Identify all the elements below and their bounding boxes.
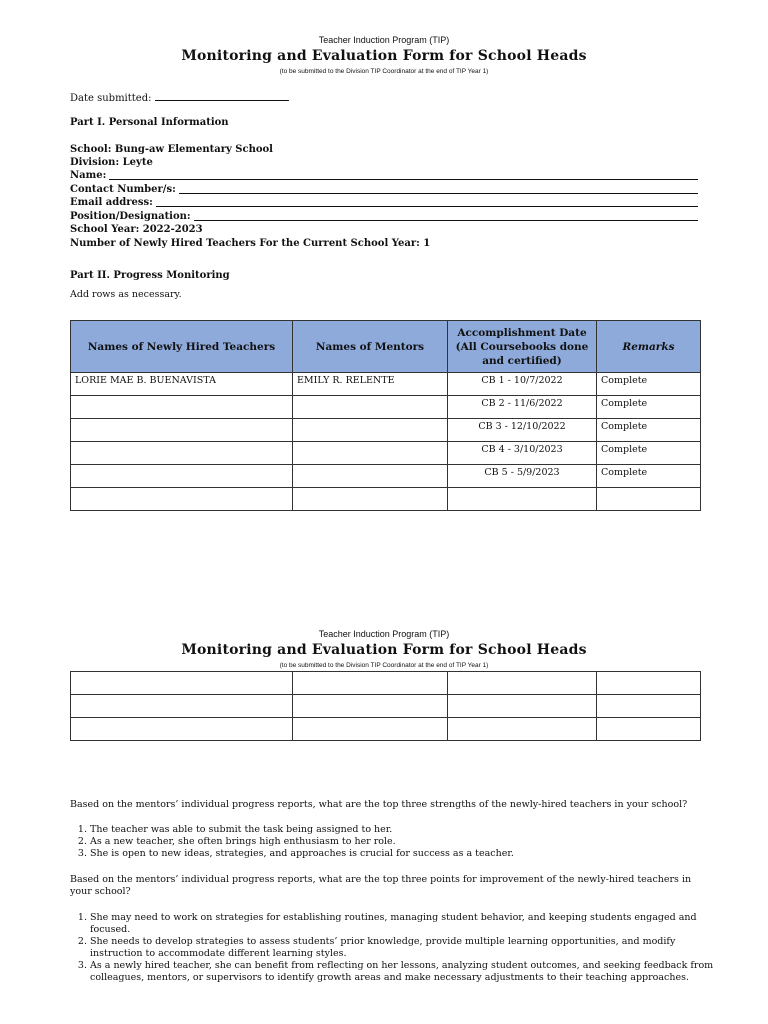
table-row xyxy=(71,718,701,741)
cell-empty[interactable] xyxy=(71,672,293,695)
cell-empty[interactable] xyxy=(71,695,293,718)
contact-label: Contact Number/s: xyxy=(70,184,176,195)
table-row xyxy=(71,396,701,419)
list-item: 3. As a newly hired teacher, she can benefit from reflecting on her lessons, analyzing student outcomes, and seeking feedback from colleagues, mentors, or supervisors to identify growth areas and make necessary adjustments to their teaching approaches. xyxy=(90,960,730,984)
header-accomplishment-date xyxy=(448,321,597,373)
cell-mentor[interactable] xyxy=(293,396,448,419)
table-row xyxy=(71,442,701,465)
position-field[interactable] xyxy=(194,211,698,221)
table-row xyxy=(71,373,701,396)
part2-heading: Part II. Progress Monitoring xyxy=(70,270,230,281)
cell-teacher[interactable]: LORIE MAE B. BUENAVISTA xyxy=(71,373,293,396)
strengths-list xyxy=(56,824,730,860)
contact-row xyxy=(70,184,698,195)
table-row xyxy=(71,465,701,488)
date-submitted-field[interactable] xyxy=(155,91,289,101)
newly-hired-count: Number of Newly Hired Teachers For the Current School Year: 1 xyxy=(70,238,431,249)
cell-teacher[interactable] xyxy=(71,488,293,511)
cell-date[interactable]: CB 5 - 5/9/2023 xyxy=(448,465,597,488)
email-row xyxy=(70,197,698,208)
improvements-list xyxy=(56,912,730,984)
cell-empty[interactable] xyxy=(448,718,597,741)
cell-mentor[interactable] xyxy=(293,442,448,465)
form-title: Monitoring and Evaluation Form for School Heads xyxy=(181,48,587,64)
cell-empty[interactable] xyxy=(71,718,293,741)
cell-mentor[interactable]: EMILY R. RELENTE xyxy=(293,373,448,396)
cell-remarks[interactable] xyxy=(597,488,701,511)
date-submitted-label: Date submitted: xyxy=(70,93,152,104)
cell-mentor[interactable] xyxy=(293,488,448,511)
header-date-line1: Accomplishment Date xyxy=(457,326,587,339)
cell-empty[interactable] xyxy=(293,718,448,741)
list-item: 1. The teacher was able to submit the task being assigned to her. xyxy=(90,824,730,836)
table-row xyxy=(71,419,701,442)
header-remarks: Remarks xyxy=(597,321,701,373)
form-title-page2: Monitoring and Evaluation Form for School Heads xyxy=(181,642,587,658)
cell-empty[interactable] xyxy=(448,672,597,695)
table-row xyxy=(71,672,701,695)
email-field[interactable] xyxy=(156,197,698,207)
form-subtitle-page2: (to be submitted to the Division TIP Coordinator at the end of TIP Year 1) xyxy=(279,662,489,669)
header-mentors: Names of Mentors xyxy=(293,321,448,373)
table-row xyxy=(71,695,701,718)
table-row xyxy=(71,488,701,511)
cell-date[interactable]: CB 1 - 10/7/2022 xyxy=(448,373,597,396)
list-item: 2. As a new teacher, she often brings high enthusiasm to her role. xyxy=(90,836,730,848)
cell-empty[interactable] xyxy=(293,695,448,718)
add-rows-note: Add rows as necessary. xyxy=(70,289,182,300)
school-year-line: School Year: 2022-2023 xyxy=(70,224,203,235)
position-row xyxy=(70,211,698,222)
improvement-question: Based on the mentors’ individual progress reports, what are the top three points for improvement of the newly-hired teachers in your school? xyxy=(70,874,692,897)
position-label: Position/Designation: xyxy=(70,211,191,222)
cell-teacher[interactable] xyxy=(71,419,293,442)
cell-date[interactable]: CB 4 - 3/10/2023 xyxy=(448,442,597,465)
list-item: 3. She is open to new ideas, strategies, and approaches is crucial for success as a teacher. xyxy=(90,848,730,860)
header-teachers: Names of Newly Hired Teachers xyxy=(71,321,293,373)
cell-empty[interactable] xyxy=(448,695,597,718)
cell-date[interactable]: CB 3 - 12/10/2022 xyxy=(448,419,597,442)
part1-heading: Part I. Personal Information xyxy=(70,117,229,128)
cell-remarks[interactable]: Complete xyxy=(597,396,701,419)
cell-teacher[interactable] xyxy=(71,442,293,465)
table-header-row xyxy=(71,321,701,373)
list-item: 1. She may need to work on strategies for establishing routines, managing student behavior, and keeping students engaged and focused. xyxy=(90,912,730,936)
email-label: Email address: xyxy=(70,197,153,208)
name-field[interactable] xyxy=(109,170,698,180)
list-item: 2. She needs to develop strategies to assess students’ prior knowledge, provide multiple learning opportunities, and modify instruction to accommodate different learning styles. xyxy=(90,936,730,960)
cell-date[interactable]: CB 2 - 11/6/2022 xyxy=(448,396,597,419)
cell-empty[interactable] xyxy=(597,672,701,695)
contact-field[interactable] xyxy=(179,184,698,194)
cell-remarks[interactable]: Complete xyxy=(597,465,701,488)
cell-empty[interactable] xyxy=(597,695,701,718)
cell-date[interactable] xyxy=(448,488,597,511)
continuation-table xyxy=(70,671,701,741)
cell-remarks[interactable]: Complete xyxy=(597,442,701,465)
cell-empty[interactable] xyxy=(597,718,701,741)
cell-mentor[interactable] xyxy=(293,465,448,488)
date-submitted-row xyxy=(70,91,289,104)
school-line: School: Bung-aw Elementary School xyxy=(70,144,273,155)
header-date-line3: and certified) xyxy=(482,354,562,367)
cell-remarks[interactable]: Complete xyxy=(597,419,701,442)
header-date-line2: (All Coursebooks done xyxy=(455,340,589,353)
program-name: Teacher Induction Program (TIP) xyxy=(318,35,450,45)
name-label: Name: xyxy=(70,170,107,181)
cell-teacher[interactable] xyxy=(71,465,293,488)
name-row xyxy=(70,170,698,181)
cell-mentor[interactable] xyxy=(293,419,448,442)
cell-teacher[interactable] xyxy=(71,396,293,419)
progress-table xyxy=(70,320,701,511)
cell-empty[interactable] xyxy=(293,672,448,695)
form-subtitle: (to be submitted to the Division TIP Coordinator at the end of TIP Year 1) xyxy=(279,68,489,75)
program-name-page2: Teacher Induction Program (TIP) xyxy=(318,629,450,639)
strengths-question: Based on the mentors’ individual progress reports, what are the top three strengths of the newly-hired teachers in your school? xyxy=(70,799,688,810)
division-line: Division: Leyte xyxy=(70,157,153,168)
cell-remarks[interactable]: Complete xyxy=(597,373,701,396)
